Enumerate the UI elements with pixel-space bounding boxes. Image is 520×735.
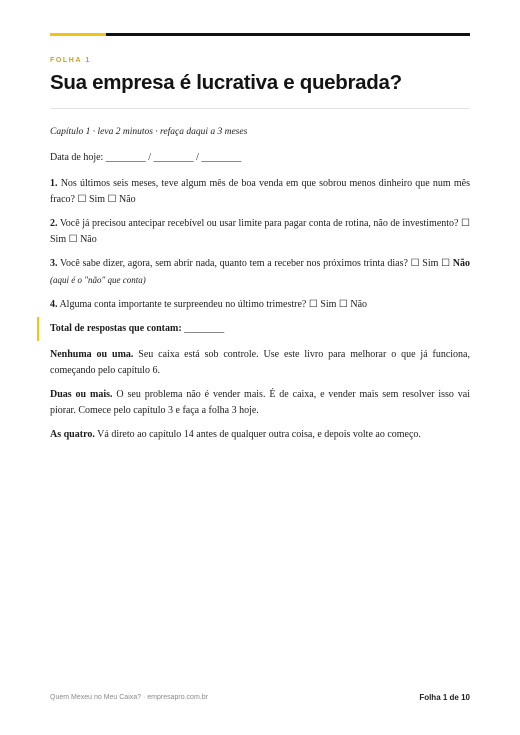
result-text: O seu problema não é vender mais. É de caixa, e vender mais sem resolver isso vai piorar. Comece pelo capítulo 3 e faça a folha 3 hoje.: [50, 389, 470, 416]
question-text: Você já precisou antecipar recebível ou usar limite para pagar conta de rotina, não de investimento? ☐ Sim ☐ Não: [50, 218, 470, 245]
date-field[interactable]: Data de hoje: ________ / ________ / ________: [50, 152, 242, 163]
total-blank[interactable]: ________: [184, 323, 225, 334]
worksheet-body: [50, 124, 470, 451]
result-lead: Nenhuma ou uma.: [50, 349, 134, 360]
page-title: Sua empresa é lucrativa e quebrada?: [50, 71, 402, 94]
page-number: Folha 1 de 10: [419, 693, 470, 702]
result-lead: Duas ou mais.: [50, 389, 113, 400]
total-label: Total de respostas que contam:: [50, 323, 182, 334]
question-2: [50, 216, 470, 248]
question-text: Você sabe dizer, agora, sem abrir nada, quanto tem a receber nos próximos trinta dias? ☐ Sim ☐: [60, 258, 451, 269]
sheet-label: FOLHA 1: [50, 57, 91, 64]
top-rule: [50, 33, 470, 36]
divider: [50, 108, 470, 109]
top-rule-accent: [50, 33, 106, 36]
result-none-or-one: [50, 347, 470, 379]
result-text: Seu caixa está sob controle. Use este livro para melhorar o que já funciona, começando pelo capítulo 6.: [50, 349, 470, 376]
total-marker: [37, 317, 39, 341]
question-3: [50, 256, 470, 289]
footer-source: Quem Mexeu no Meu Caixa? · empresapro.com.br: [50, 694, 208, 701]
question-number: 2.: [50, 218, 58, 229]
question-number: 4.: [50, 299, 58, 310]
question-number: 1.: [50, 178, 58, 189]
total-line: [50, 321, 470, 337]
question-text: Alguma conta importante te surpreendeu no último trimestre? ☐ Sim ☐ Não: [59, 299, 368, 310]
result-lead: As quatro.: [50, 429, 95, 440]
question-note: (aqui é o "não" que conta): [50, 275, 146, 285]
question-text: Nos últimos seis meses, teve algum mês de boa venda em que sobrou menos dinheiro que num mês fraco? ☐ Sim ☐ Não: [50, 178, 470, 205]
result-text: Vá direto ao capítulo 14 antes de qualquer outra coisa, e depois volte ao começo.: [97, 429, 421, 440]
result-all-four: [50, 427, 470, 443]
question-1: [50, 176, 470, 208]
result-two-or-more: [50, 387, 470, 419]
question-bold-option: Não: [452, 258, 471, 269]
chapter-meta: Capítulo 1 · leva 2 minutos · refaça daqui a 3 meses: [50, 127, 248, 137]
question-4: [50, 297, 470, 313]
question-number: 3.: [50, 258, 58, 269]
